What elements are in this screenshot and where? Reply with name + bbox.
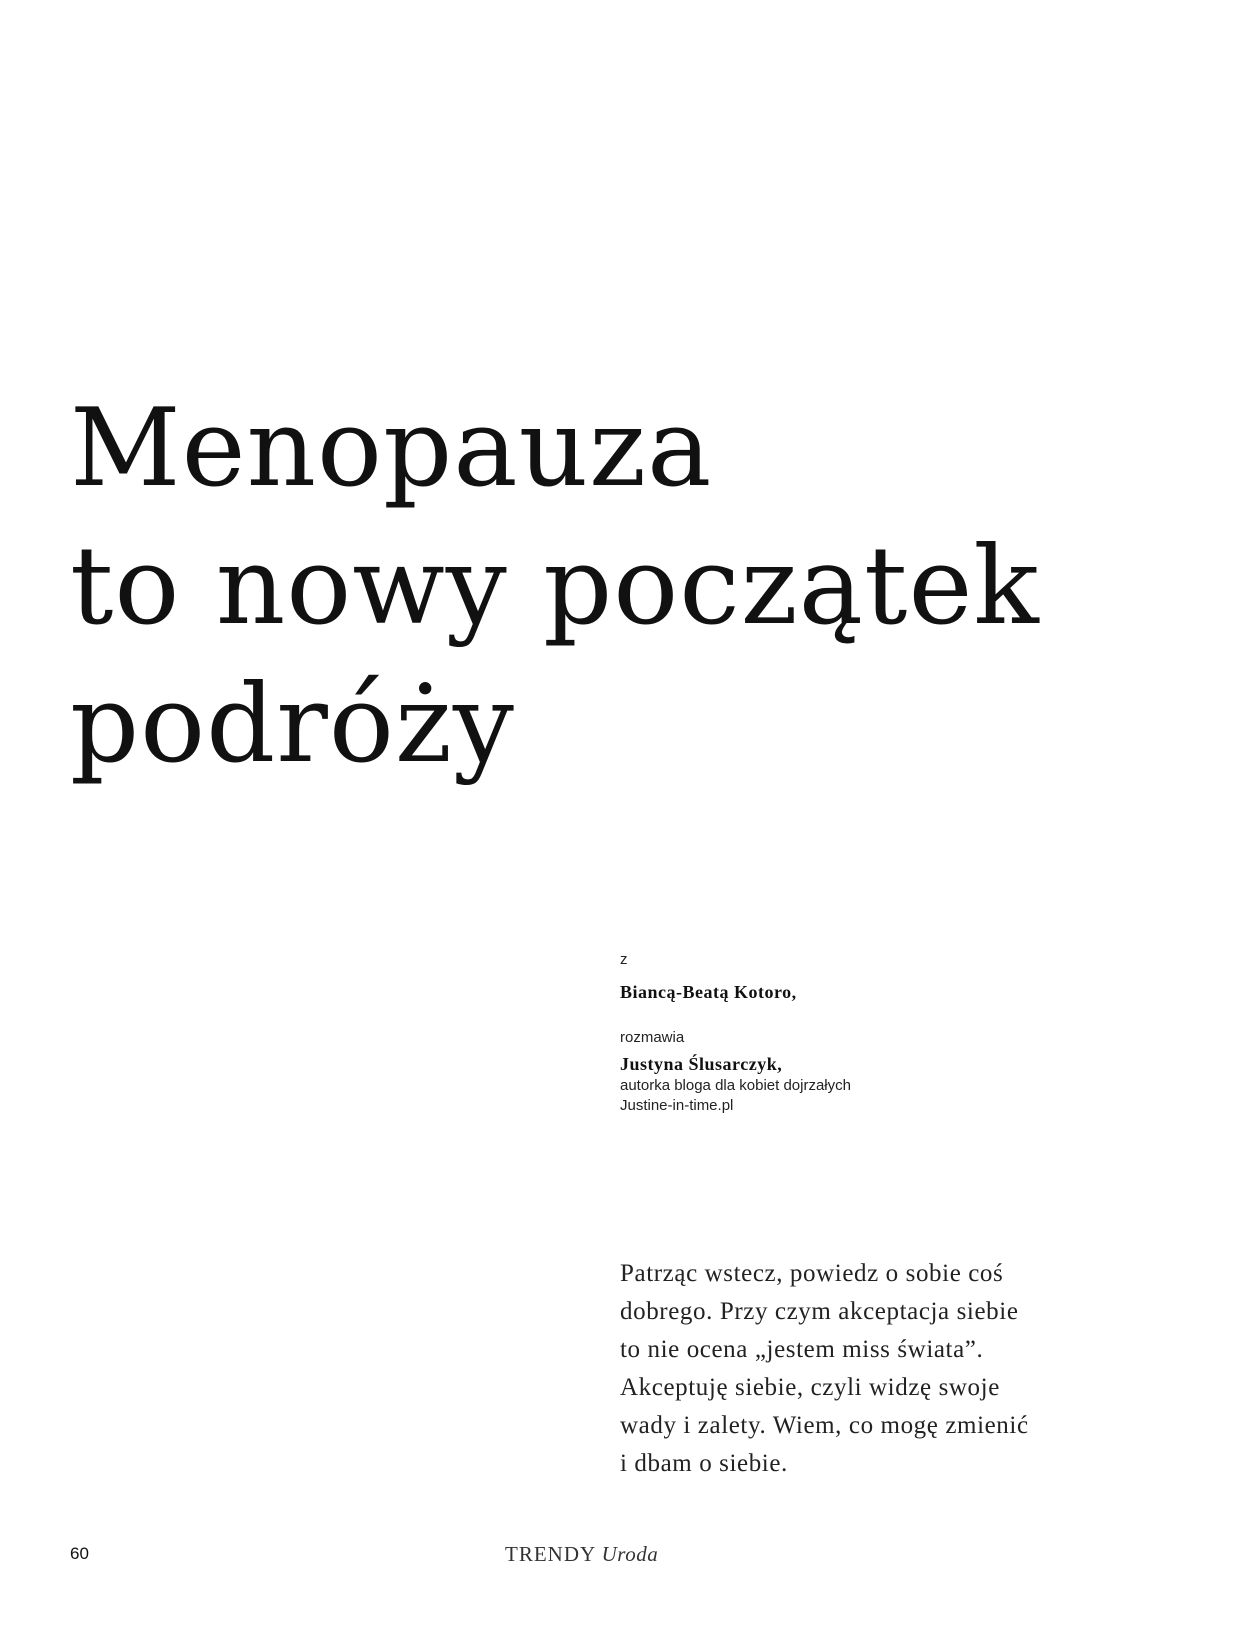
page-footer: [0, 1544, 1250, 1574]
quote-line-4: Akceptuję siebie, czyli widzę swoje: [620, 1374, 1000, 1401]
quote-line-1: Patrząc wstecz, powiedz o sobie coś: [620, 1260, 1004, 1287]
interviewee-name: Biancą-Beatą Kotoro,: [620, 982, 797, 1002]
magazine-name: TRENDY: [505, 1542, 596, 1566]
quote-line-2: dobrego. Przy czym akceptacja siebie: [620, 1298, 1019, 1325]
title-line-3: podróży: [70, 662, 515, 787]
title-line-2: to nowy początek: [70, 524, 1040, 649]
quote-line-3: to nie ocena „jestem miss świata”.: [620, 1336, 984, 1363]
quote-line-6: i dbam o siebie.: [620, 1450, 788, 1477]
interviewer-description: autorka bloga dla kobiet dojrzałych: [620, 1077, 851, 1094]
article-credits: [620, 950, 1180, 1116]
interviewer-name: Justyna Ślusarczyk,: [620, 1054, 783, 1074]
page-number: 60: [70, 1544, 89, 1563]
magazine-section-label: [505, 1542, 658, 1567]
with-label: z: [620, 951, 628, 968]
quote-line-5: wady i zalety. Wiem, co mogę zmienić: [620, 1412, 1029, 1439]
blog-name: Justine-in-time.pl: [620, 1097, 734, 1114]
interviewer-label: rozmawia: [620, 1029, 685, 1046]
section-name: Uroda: [601, 1542, 659, 1566]
lead-quote: [620, 1255, 1140, 1483]
title-line-1: Menopauza: [70, 386, 713, 511]
article-title: [70, 380, 1040, 794]
